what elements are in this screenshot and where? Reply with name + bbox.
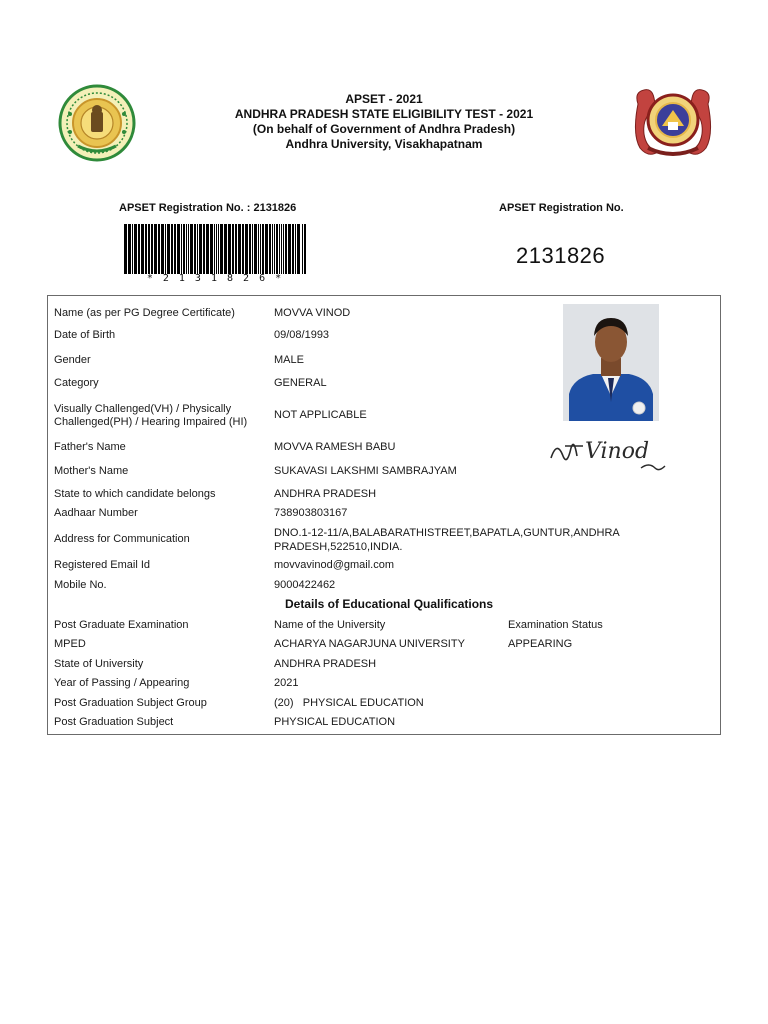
barcode-bar: [292, 224, 294, 274]
pg-exam-value: MPED: [54, 638, 86, 650]
barcode-bar: [167, 224, 170, 274]
barcode-bar: [186, 224, 187, 274]
barcode-text: * 2 1 3 1 8 2 6 *: [146, 273, 284, 284]
barcode-bar: [174, 224, 176, 274]
category-value: GENERAL: [274, 377, 327, 389]
registration-number-label: APSET Registration No. : 2131826: [119, 202, 297, 214]
subject-group-label: Post Graduation Subject Group: [54, 697, 207, 709]
dob-value: 09/08/1993: [274, 329, 330, 341]
barcode-bar: [216, 224, 217, 274]
mother-name-label: Mother's Name: [54, 465, 129, 477]
barcode-bar: [274, 224, 275, 274]
name-value: MOVVA VINOD: [274, 307, 351, 319]
barcode-bar: [285, 224, 287, 274]
barcode-bar: [188, 224, 189, 274]
aadhaar-value: 738903803167: [274, 507, 348, 519]
mobile-label: Mobile No.: [54, 579, 107, 591]
barcode-bar: [181, 224, 182, 274]
barcode-bar: [151, 224, 153, 274]
barcode-bar: [272, 224, 273, 274]
email-value: movvavinod@gmail.com: [274, 559, 394, 571]
barcode-bar: [283, 224, 284, 274]
barcode-bar: [183, 224, 185, 274]
barcode-bar: [148, 224, 150, 274]
barcode-bar: [197, 224, 198, 274]
barcode-bar: [258, 224, 259, 274]
barcode-bar: [252, 224, 253, 274]
barcode-bar: [279, 224, 280, 274]
barcode-bar: [132, 224, 133, 274]
barcode-bar: [199, 224, 202, 274]
university-state-label: State of University: [54, 658, 144, 670]
barcode-bar: [194, 224, 196, 274]
andhra-university-emblem-icon: [632, 86, 714, 160]
header-title: APSET - 2021: [345, 92, 423, 106]
email-label: Registered Email Id: [54, 559, 150, 571]
pg-exam-header: Post Graduate Examination: [54, 619, 189, 631]
barcode-bar: [260, 224, 261, 274]
aadhaar-label: Aadhaar Number: [54, 507, 138, 519]
address-value-line2: PRADESH,522510,INDIA.: [274, 541, 403, 553]
registration-number: 2131826: [516, 243, 606, 268]
exam-status-header: Examination Status: [508, 619, 603, 631]
subject-value: PHYSICAL EDUCATION: [274, 716, 396, 728]
disability-label-line2: Challenged(PH) / Hearing Impaired (HI): [54, 416, 248, 428]
barcode-bar: [304, 224, 306, 274]
disability-value: NOT APPLICABLE: [274, 409, 367, 421]
disability-label-line1: Visually Challenged(VH) / Physically: [54, 403, 232, 415]
address-value-line1: DNO.1-12-11/A,BALABARATHISTREET,BAPATLA,GUNTUR,ANDHRA: [274, 527, 620, 539]
barcode-bar: [224, 224, 227, 274]
barcode-bar: [177, 224, 180, 274]
header-line-university: Andhra University, Visakhapatnam: [285, 137, 483, 151]
mobile-value: 9000422462: [274, 579, 336, 591]
barcode-bar: [238, 224, 241, 274]
dob-label: Date of Birth: [54, 329, 116, 341]
registration-number-heading: APSET Registration No.: [499, 202, 624, 214]
category-label: Category: [54, 377, 99, 389]
barcode-bar: [302, 224, 303, 274]
barcode-bar: [203, 224, 205, 274]
father-name-value: MOVVA RAMESH BABU: [274, 441, 396, 453]
barcode-bar: [218, 224, 219, 274]
gender-label: Gender: [54, 354, 91, 366]
barcode-bar: [158, 224, 160, 274]
barcode-bar: [161, 224, 164, 274]
barcode-bar: [214, 224, 215, 274]
mother-name-value: SUKAVASI LAKSHMI SAMBRAJYAM: [274, 465, 457, 477]
barcode-bar: [171, 224, 173, 274]
university-state-value: ANDHRA PRADESH: [274, 658, 377, 670]
barcode-bar: [254, 224, 257, 274]
barcode-bar: [295, 224, 296, 274]
state-value: ANDHRA PRADESH: [274, 488, 377, 500]
barcode-bar: [235, 224, 237, 274]
barcode-bar: [242, 224, 244, 274]
barcode-bar: [210, 224, 213, 274]
header-subtitle: ANDHRA PRADESH STATE ELIGIBILITY TEST - 2021: [234, 107, 534, 121]
year-value: 2021: [274, 677, 299, 689]
barcode-bar: [245, 224, 248, 274]
gender-value: MALE: [274, 354, 304, 366]
candidate-signature: [543, 426, 681, 480]
signature-text: Vinod: [585, 439, 650, 464]
barcode-bar: [269, 224, 271, 274]
subject-label: Post Graduation Subject: [54, 716, 174, 728]
exam-status-value: APPEARING: [508, 638, 573, 650]
barcode-bar: [124, 224, 127, 274]
barcode-bar: [128, 224, 131, 274]
candidate-photo: [563, 304, 659, 421]
subject-group-value: (20) PHYSICAL EDUCATION: [274, 697, 424, 709]
father-name-label: Father's Name: [54, 441, 126, 453]
barcode-bar: [262, 224, 264, 274]
barcode-bar: [141, 224, 144, 274]
barcode-bar: [145, 224, 147, 274]
year-label: Year of Passing / Appearing: [54, 677, 190, 689]
barcode-bar: [220, 224, 223, 274]
barcode-bar: [281, 224, 282, 274]
barcode-bar: [232, 224, 234, 274]
barcode-bar: [265, 224, 268, 274]
barcode-bar: [297, 224, 300, 274]
barcode-bar: [228, 224, 231, 274]
barcode-bar: [134, 224, 137, 274]
barcode-bar: [249, 224, 251, 274]
barcode-bar: [276, 224, 278, 274]
barcode-bar: [288, 224, 291, 274]
registration-barcode: [122, 224, 308, 284]
barcode-bar: [190, 224, 193, 274]
name-label: Name (as per PG Degree Certificate): [54, 307, 235, 319]
barcode-bar: [154, 224, 157, 274]
university-value: ACHARYA NAGARJUNA UNIVERSITY: [274, 638, 465, 650]
education-section-title: Details of Educational Qualifications: [285, 597, 494, 611]
state-label: State to which candidate belongs: [54, 488, 216, 500]
address-label: Address for Communication: [54, 533, 190, 545]
barcode-bar: [138, 224, 140, 274]
barcode-bar: [206, 224, 209, 274]
header-line-government: (On behalf of Government of Andhra Pradesh): [252, 122, 516, 136]
barcode-bar: [165, 224, 166, 274]
university-header: Name of the University: [274, 619, 386, 631]
